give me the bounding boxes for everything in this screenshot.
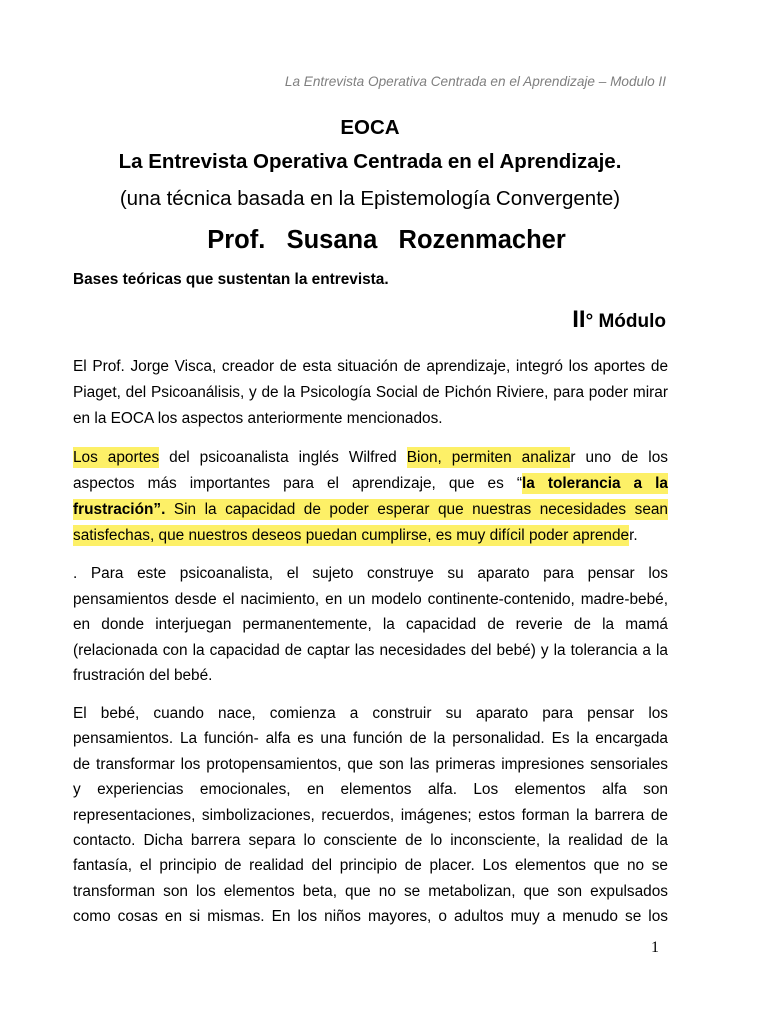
text-line: en donde interjuegan permanentemente, la capacidad de reverie de la mamá — [73, 616, 668, 633]
paragraph — [73, 445, 668, 549]
module-heading — [572, 305, 666, 337]
text-line: fantasía, el principio de realidad del principio de placer. Los elementos que no se — [73, 857, 668, 875]
paragraph — [73, 354, 668, 432]
text-line: representaciones, simbolizaciones, recuerdos, imágenes; estos forman la barrera de — [73, 806, 668, 824]
text-run: del psicoanalista inglés Wilfred — [159, 449, 407, 466]
highlighted-emphasis: frustración”. — [73, 501, 166, 518]
document-subtitle: (una técnica basada en la Epistemología Convergente) — [119, 187, 621, 210]
document-acronym: EOCA — [340, 116, 400, 139]
section-heading: Bases teóricas que sustentan la entrevista. — [73, 271, 389, 288]
paragraph — [73, 561, 668, 689]
text-line — [73, 445, 668, 471]
module-label: ° Módulo — [585, 311, 666, 332]
highlighted-emphasis: la tolerancia a la — [521, 475, 668, 492]
page-number: 1 — [651, 939, 659, 956]
text-line: como cosas en si mismas. En los niños mayores, o adultos muy a menudo se los — [73, 908, 668, 926]
text-line: transforman son los elementos beta, que no se metabolizan, que son expulsados — [73, 882, 668, 900]
text-line: y experiencias emocionales, en elementos alfa. Los elementos alfa son — [73, 781, 668, 799]
text-line — [73, 497, 668, 523]
highlighted-text: Bion, permiten analiza — [406, 449, 571, 466]
highlighted-text: satisfechas, que nuestros deseos puedan cumplirse, es muy difícil poder aprende — [73, 527, 630, 544]
text-line: . Para este psicoanalista, el sujeto construye su aparato para pensar los — [73, 565, 668, 582]
text-line: (relacionada con la capacidad de captar las necesidades del bebé) y la tolerancia a la — [73, 641, 668, 659]
text-line: de transformar los protopensamientos, que son las primeras impresiones sensoriales — [73, 755, 668, 773]
text-line — [73, 471, 668, 497]
text-line: en la EOCA los aspectos anteriormente mencionados. — [73, 410, 443, 427]
text-line: contacto. Dicha barrera separa lo consciente de lo inconsciente, la realidad de la — [73, 832, 668, 850]
running-header: La Entrevista Operativa Centrada en el Aprendizaje – Modulo II — [284, 74, 666, 89]
text-line: frustración del bebé. — [73, 667, 213, 684]
highlighted-text: Sin la capacidad de poder esperar que nuestras necesidades sean — [165, 501, 668, 518]
author-name: Prof. Susana Rozenmacher — [207, 226, 566, 254]
text-line: El Prof. Jorge Visca, creador de esta situación de aprendizaje, integró los aportes de — [73, 358, 668, 375]
highlighted-text: Los aportes — [73, 449, 160, 466]
module-numeral: II — [572, 306, 586, 333]
text-run: r. — [629, 527, 638, 544]
text-line: El bebé, cuando nace, comienza a construir su aparato para pensar los — [73, 705, 668, 722]
paragraph — [73, 701, 668, 930]
text-run: r uno de los — [570, 449, 668, 466]
document-title: La Entrevista Operativa Centrada en el Aprendizaje. — [118, 150, 622, 173]
text-line — [73, 523, 668, 549]
text-line: pensamientos. La función- alfa es una función de la personalidad. Es la encargada — [73, 730, 668, 748]
text-run: aspectos más importantes para el aprendizaje, que es “ — [73, 475, 522, 492]
text-line: Piaget, del Psicoanálisis, y de la Psicología Social de Pichón Riviere, para poder mirar — [73, 384, 668, 401]
text-line: pensamientos desde el nacimiento, en un modelo continente-contenido, madre-bebé, — [73, 590, 668, 608]
